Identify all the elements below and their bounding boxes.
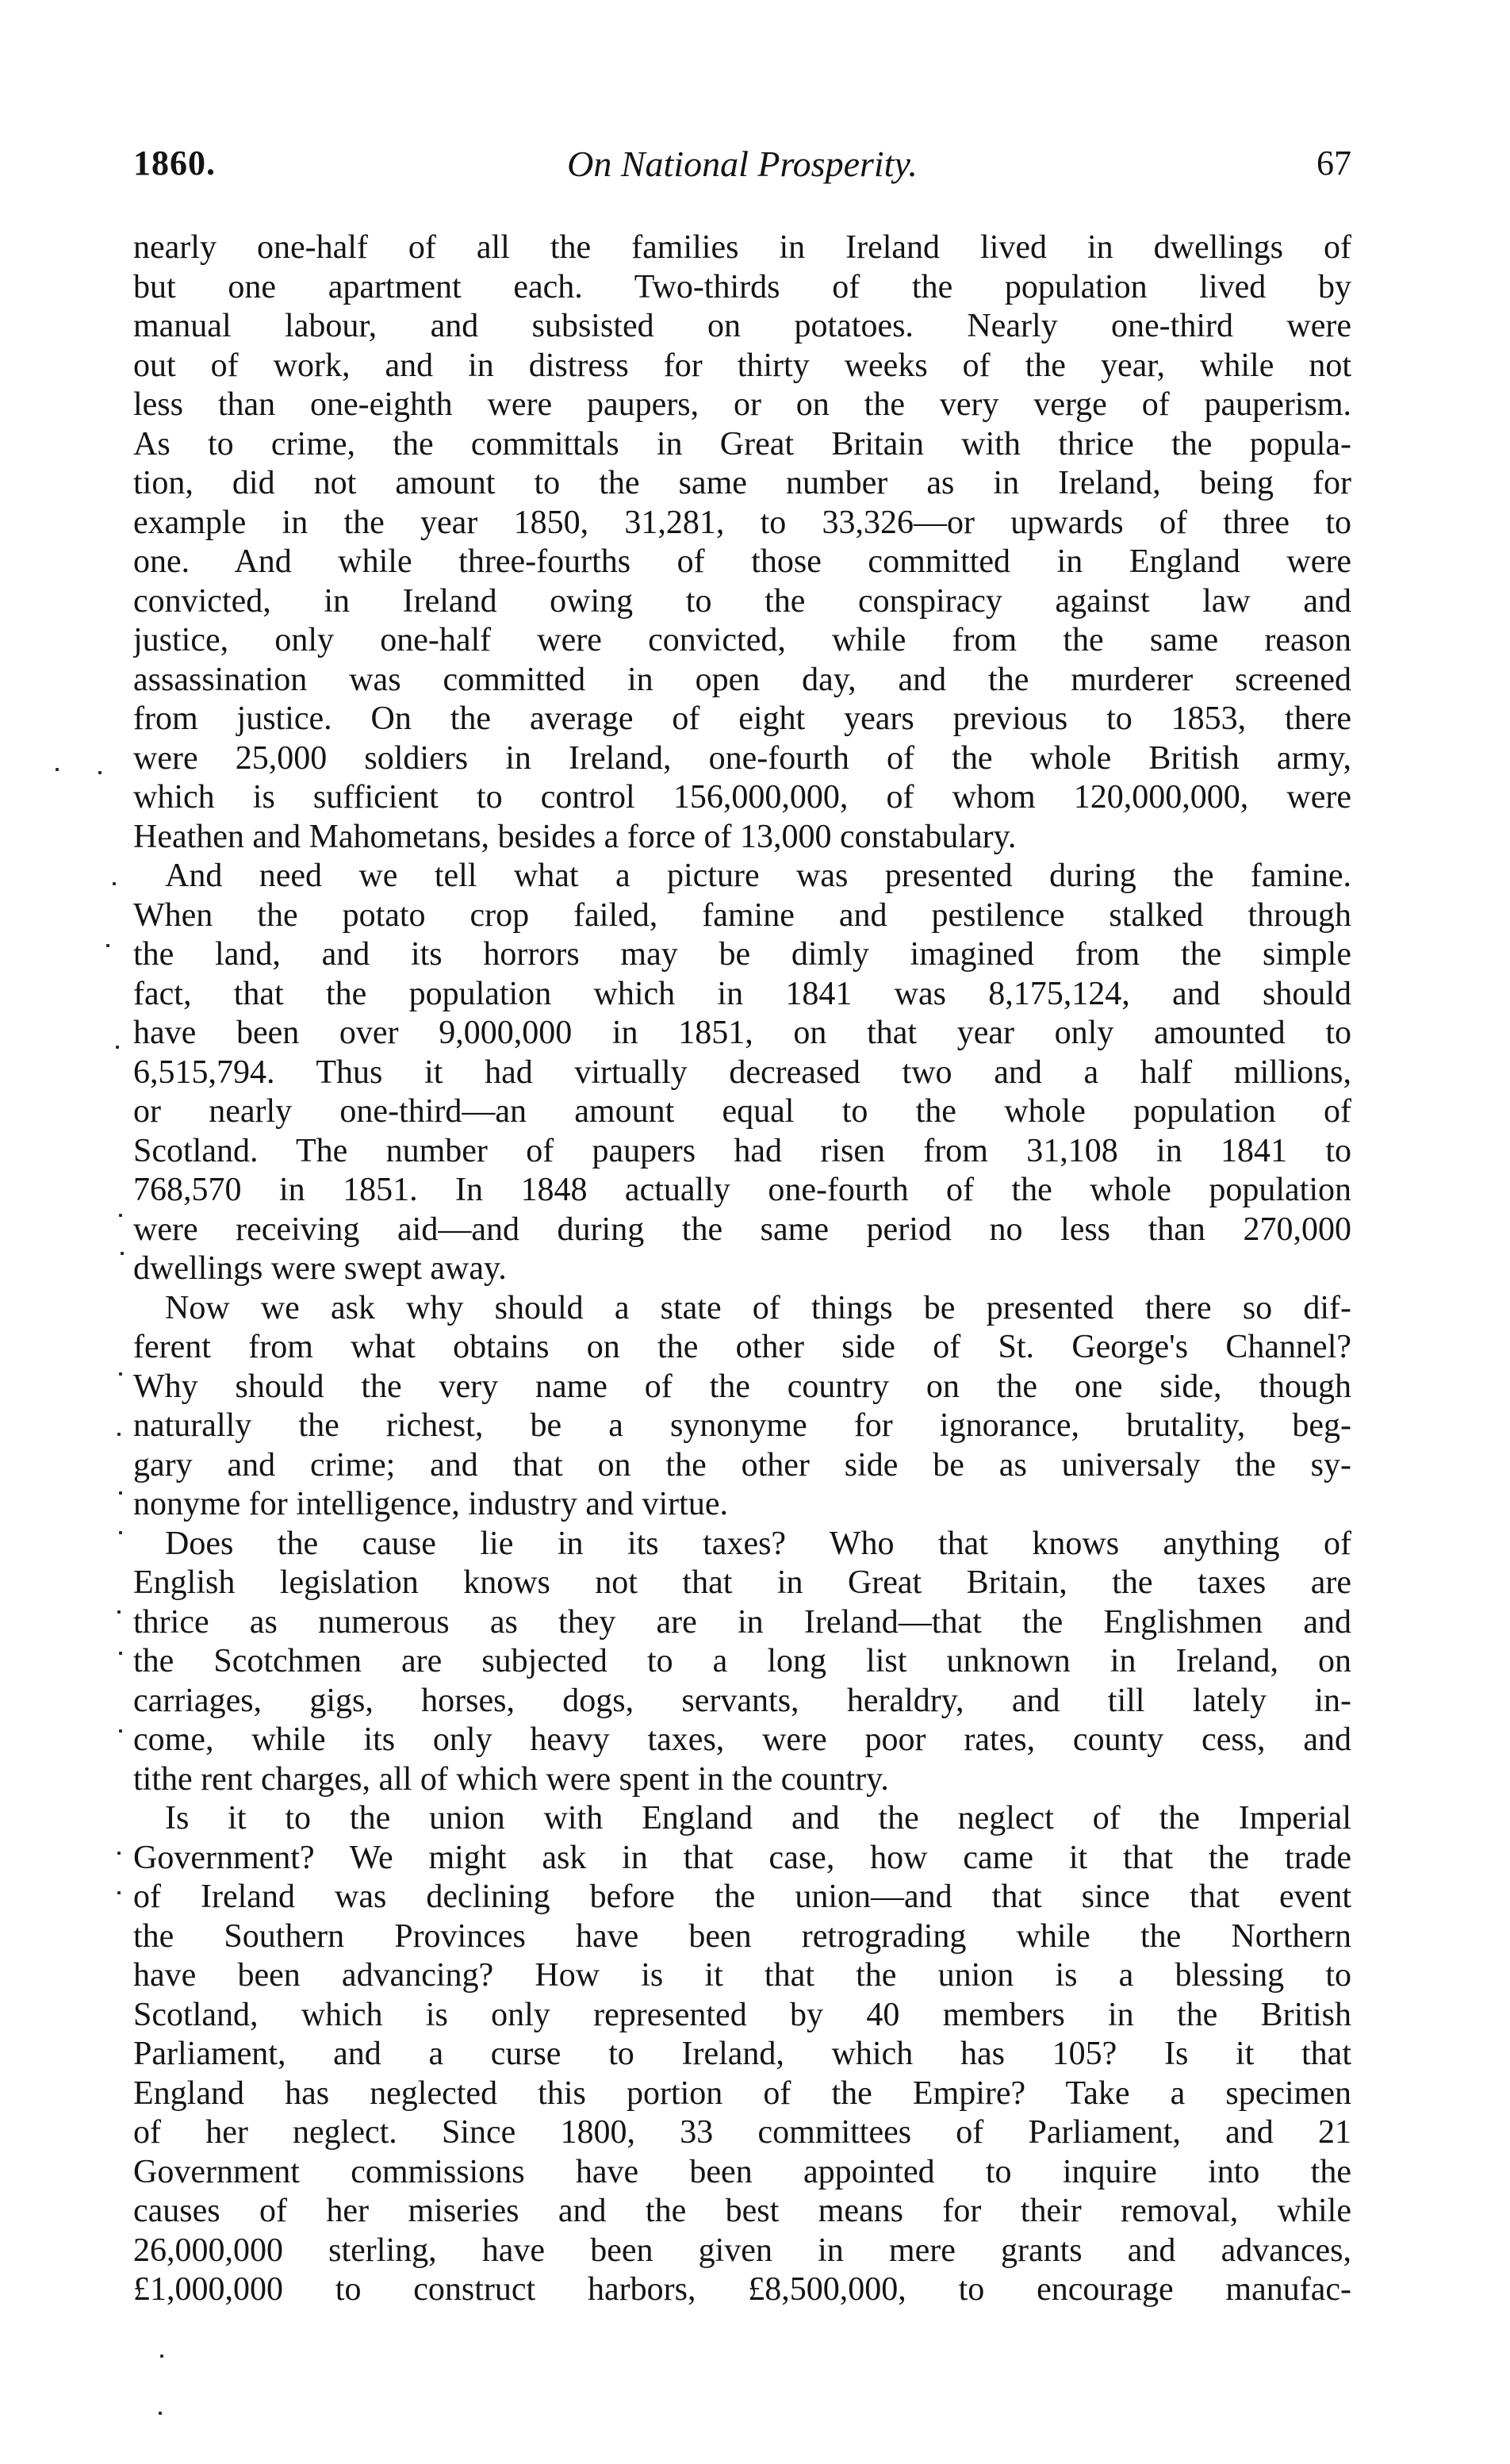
text-line: fact, that the population which in 1841 was 8,175,124, and should bbox=[133, 975, 1351, 1012]
text-line: manual labour, and subsisted on potatoes. Nearly one-third were bbox=[133, 308, 1351, 344]
text-line: the Scotchmen are subjected to a long list unknown in Ireland, on bbox=[133, 1643, 1351, 1679]
text-line: but one apartment each. Two-thirds of the population lived by bbox=[133, 268, 1351, 305]
text-line: tithe rent charges, all of which were spent in the country. bbox=[133, 1760, 889, 1798]
margin-speck bbox=[106, 944, 109, 947]
margin-speck bbox=[56, 768, 59, 771]
text-line: Is it to the union with England and the neglect of the Imperial bbox=[165, 1800, 1351, 1836]
text-line: £1,000,000 to construct harbors, £8,500,000, to encourage manufac- bbox=[133, 2271, 1351, 2308]
margin-specks bbox=[0, 0, 127, 2464]
text-line: of Ireland was declining before the union—and that since that event bbox=[133, 1879, 1351, 1915]
margin-speck bbox=[119, 1652, 122, 1655]
margin-speck bbox=[113, 882, 116, 885]
margin-speck bbox=[98, 771, 102, 774]
text-line: assassination was committed in open day, and the murderer screened bbox=[133, 661, 1351, 698]
text-line: naturally the richest, be a synonyme for ignorance, brutality, beg- bbox=[133, 1407, 1351, 1444]
text-line: Why should the very name of the country on the one side, though bbox=[133, 1368, 1351, 1405]
text-line: which is sufficient to control 156,000,000, of whom 120,000,000, were bbox=[133, 779, 1351, 816]
page-number: 67 bbox=[1316, 144, 1351, 182]
text-line: example in the year 1850, 31,281, to 33,326—or upwards of three to bbox=[133, 504, 1351, 541]
text-line: carriages, gigs, horses, dogs, servants, heraldry, and till lately in- bbox=[133, 1682, 1351, 1719]
margin-speck bbox=[117, 1433, 121, 1436]
text-line: out of work, and in distress for thirty weeks of the year, while not bbox=[133, 347, 1351, 384]
header-title: On National Prosperity. bbox=[567, 144, 918, 184]
running-header bbox=[133, 143, 1351, 206]
text-line: causes of her miseries and the best means for their removal, while bbox=[133, 2193, 1351, 2229]
margin-speck bbox=[121, 1252, 124, 1255]
text-line: were receiving aid—and during the same period no less than 270,000 bbox=[133, 1211, 1351, 1248]
text-line: Scotland. The number of paupers had risen from 31,108 in 1841 to bbox=[133, 1132, 1351, 1169]
margin-speck bbox=[117, 1610, 121, 1614]
text-line: 26,000,000 sterling, have been given in mere grants and advances, bbox=[133, 2232, 1351, 2269]
margin-speck bbox=[119, 1214, 122, 1217]
text-line: Heathen and Mahometans, besides a force of 13,000 constabulary. bbox=[133, 818, 1017, 855]
text-line: English legislation knows not that in Great Britain, the taxes are bbox=[133, 1564, 1351, 1601]
text-line: nearly one-half of all the families in Ireland lived in dwellings of bbox=[133, 229, 1351, 266]
text-line: nonyme for intelligence, industry and virtue. bbox=[133, 1486, 728, 1522]
text-line: convicted, in Ireland owing to the conspiracy against law and bbox=[133, 582, 1351, 620]
margin-speck bbox=[119, 1531, 122, 1534]
text-line: When the potato crop failed, famine and pestilence stalked through bbox=[133, 896, 1351, 934]
margin-speck bbox=[117, 1852, 121, 1855]
text-line: thrice as numerous as they are in Ireland—that the Englishmen and bbox=[133, 1603, 1351, 1641]
text-line: were 25,000 soldiers in Ireland, one-fourth of the whole British army, bbox=[133, 739, 1351, 777]
text-line: come, while its only heavy taxes, were poor rates, county cess, and bbox=[133, 1721, 1351, 1758]
margin-speck bbox=[117, 1891, 121, 1894]
text-line: Parliament, and a curse to Ireland, which has 105? Is it that bbox=[133, 2036, 1351, 2072]
text-line: Government commissions have been appointed to inquire into the bbox=[133, 2153, 1351, 2190]
text-line: or nearly one-third—an amount equal to the whole population of bbox=[133, 1093, 1351, 1130]
text-line: England has neglected this portion of the Empire? Take a specimen bbox=[133, 2074, 1351, 2112]
text-line: As to crime, the committals in Great Britain with thrice the popula- bbox=[133, 425, 1351, 462]
text-line: tion, did not amount to the same number as in Ireland, being for bbox=[133, 465, 1351, 501]
text-line: from justice. On the average of eight years previous to 1853, there bbox=[133, 700, 1351, 737]
text-line: have been over 9,000,000 in 1851, on that year only amounted to bbox=[133, 1015, 1351, 1051]
text-line: Does the cause lie in its taxes? Who that knows anything of bbox=[165, 1525, 1351, 1562]
text-line: And need we tell what a picture was presented during the famine. bbox=[165, 858, 1351, 894]
margin-speck bbox=[160, 2355, 163, 2358]
text-line: 768,570 in 1851. In 1848 actually one-fourth of the whole population bbox=[133, 1172, 1351, 1208]
text-line: justice, only one-half were convicted, while from the same reason bbox=[133, 622, 1351, 658]
text-line: dwellings were swept away. bbox=[133, 1250, 507, 1287]
margin-speck bbox=[159, 2412, 162, 2415]
text-line: of her neglect. Since 1800, 33 committees of Parliament, and 21 bbox=[133, 2114, 1351, 2151]
text-line: the Southern Provinces have been retrograding while the Northern bbox=[133, 1917, 1351, 1955]
header-year: 1860. bbox=[133, 144, 216, 182]
text-line: ferent from what obtains on the other side of St. George's Channel? bbox=[133, 1329, 1351, 1365]
text-line: one. And while three-fourths of those committed in England were bbox=[133, 543, 1351, 580]
text-line: 6,515,794. Thus it had virtually decreased two and a half millions, bbox=[133, 1054, 1351, 1091]
margin-speck bbox=[116, 1046, 119, 1049]
margin-speck bbox=[119, 1372, 122, 1376]
body-text bbox=[133, 228, 1351, 2310]
text-line: the land, and its horrors may be dimly imagined from the simple bbox=[133, 936, 1351, 973]
text-line: have been advancing? How is it that the union is a blessing to bbox=[133, 1957, 1351, 1994]
margin-speck bbox=[119, 1729, 122, 1733]
text-line: gary and crime; and that on the other side be as universaly the sy- bbox=[133, 1446, 1351, 1483]
text-line: Now we ask why should a state of things be presented there so dif- bbox=[165, 1289, 1351, 1326]
margin-speck bbox=[119, 1491, 122, 1495]
text-line: Scotland, which is only represented by 40 members in the British bbox=[133, 1996, 1351, 2033]
text-line: less than one-eighth were paupers, or on the very verge of pauperism. bbox=[133, 386, 1351, 423]
text-line: Government? We might ask in that case, how came it that the trade bbox=[133, 1839, 1351, 1876]
